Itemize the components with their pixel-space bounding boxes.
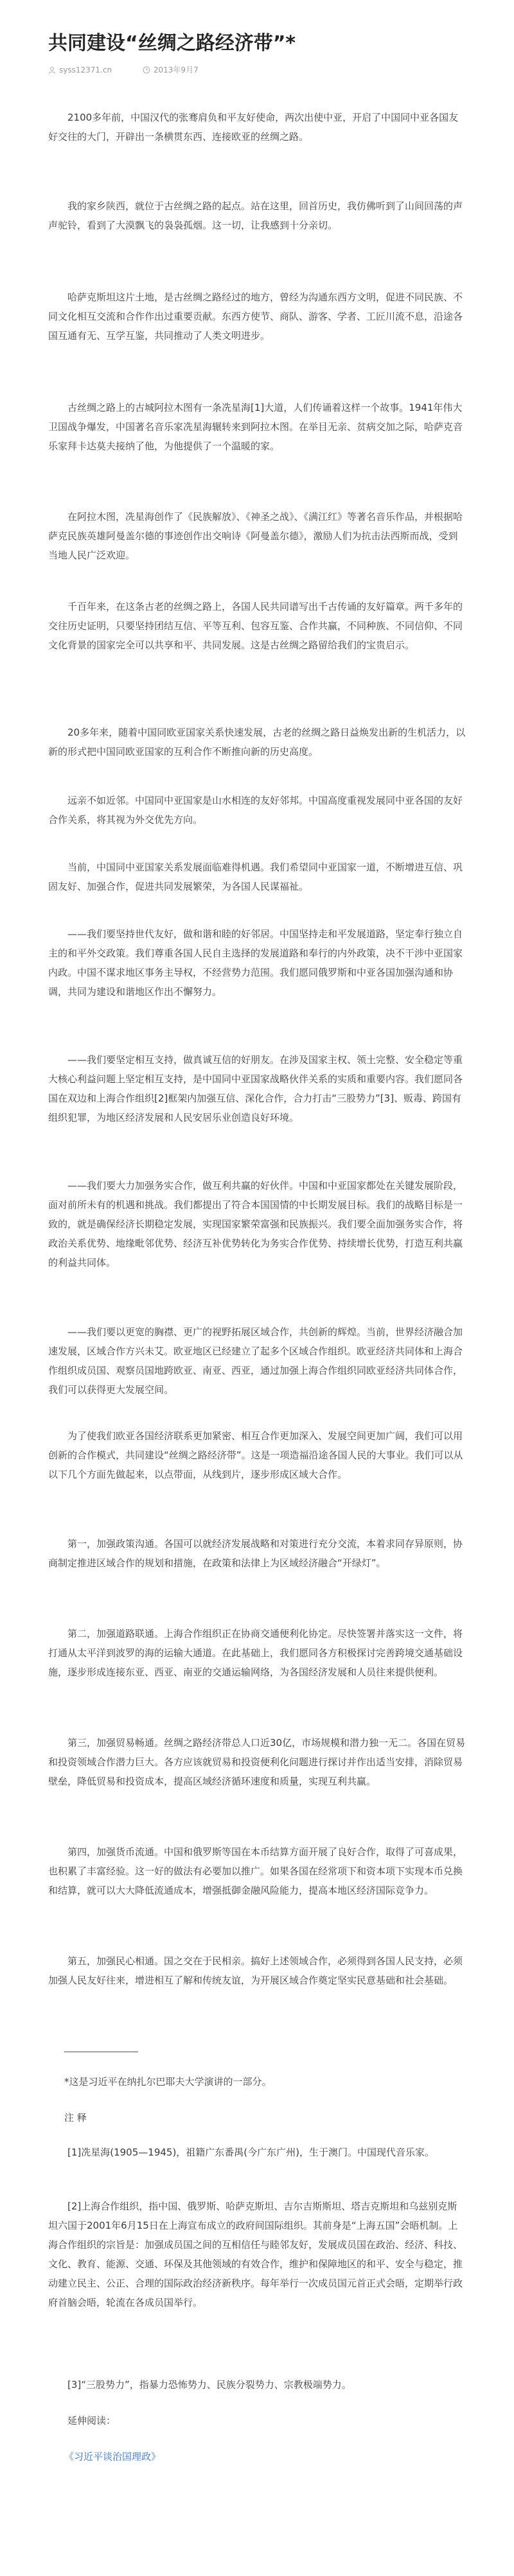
extended-reading-link[interactable]: 《习近平谈治国理政》 xyxy=(64,2451,161,2462)
footnote-intro: *这是习近平在纳扎尔巴耶夫大学演讲的一部分。 xyxy=(64,2076,272,2088)
paragraph: 第二，加强道路联通。上海合作组织正在协商交通便利化协定。尽快签署并落实这一文件，将打通从太平洋到波罗的海的运输大通道。在此基础上，我们愿同各方积极探讨完善跨境交通基础设施，逐步形成连接东亚、西亚、南亚的交通运输网络，为各国经济发展和人员往来提供便利。 xyxy=(48,1628,463,1678)
paragraph: 千百年来，在这条古老的丝绸之路上，各国人民共同谱写出千古传诵的友好篇章。两千多年的交往历史证明，只要坚持团结互信、平等互利、包容互鉴、合作共赢，不同种族、不同信仰、不同文化背景的国家完全可以共享和平、共同发展。这是古丝绸之路留给我们的宝贵启示。 xyxy=(48,601,463,651)
extended-reading-item xyxy=(64,2447,463,2466)
paragraph: 远亲不如近邻。中国同中亚国家是山水相连的友好邻邦。中国高度重视发展同中亚各国的友好合作关系，将其视为外交优先方向。 xyxy=(48,795,463,826)
paragraph: 第一，加强政策沟通。各国可以就经济发展战略和对策进行充分交流，本着求同存异原则，协商制定推进区域合作的规划和措施，在政策和法律上为区域经济融合“开绿灯”。 xyxy=(48,1538,463,1569)
paragraph: 20多年来，随着中国同欧亚国家关系快速发展，古老的丝绸之路日益焕发出新的生机活力，以新的形式把中国同欧亚国家的互利合作不断推向新的历史高度。 xyxy=(48,727,466,757)
extended-reading-label: 延伸阅读： xyxy=(67,2415,116,2426)
article-title: 共同建设“丝绸之路经济带”* xyxy=(48,32,296,55)
notes-heading: 注 释 xyxy=(64,2112,87,2123)
note-item: [3]“三股势力”，指暴力恐怖势力、民族分裂势力、宗教极端势力。 xyxy=(67,2379,351,2390)
paragraph: ——我们要大力加强务实合作，做互利共赢的好伙伴。中国和中亚国家都处在关键发展阶段，面对前所未有的机遇和挑战。我们都提出了符合本国国情的中长期发展目标。我们的战略目标是一致的，就是确保经济长期稳定发展，实现国家繁荣富强和民族振兴。我们要全面加强务实合作，将政治关系优势、地缘毗邻优势、经济互补优势转化为务实合作优势、持续增长优势，打造互利共赢的利益共同体。 xyxy=(48,1180,463,1268)
paragraph: ——我们要坚定相互支持，做真诚互信的好朋友。在涉及国家主权、领土完整、安全稳定等重大核心利益问题上坚定相互支持，是中国同中亚国家战略伙伴关系的实质和重要内容。我们愿同各国在双边和上海合作组织[2]框架内加强互信、深化合作，合力打击“三股势力”[3]、贩毒、跨国有组织犯罪，为地区经济发展和人民安居乐业创造良好环境。 xyxy=(48,1054,463,1123)
article-date: 2013年9月7 xyxy=(153,65,199,74)
paragraph: 第三，加强贸易畅通。丝绸之路经济带总人口近30亿，市场规模和潜力独一无二。各国在贸易和投资领域合作潜力巨大。各方应该就贸易和投资便利化问题进行探讨并作出适当安排，消除贸易壁垒，降低贸易和投资成本，提高区域经济循环速度和质量，实现互利共赢。 xyxy=(48,1737,466,1787)
paragraph: 第四，加强货币流通。中国和俄罗斯等国在本币结算方面开展了良好合作，取得了可喜成果，也积累了丰富经验。这一好的做法有必要加以推广。如果各国在经常项下和资本项下实现本币兑换和结算，就可以大大降低流通成本，增强抵御金融风险能力，提高本地区经济国际竞争力。 xyxy=(48,1846,463,1896)
paragraph: ——我们要坚持世代友好，做和谐和睦的好邻居。中国坚持走和平发展道路，坚定奉行独立自主的和平外交政策。我们尊重各国人民自主选择的发展道路和奉行的内外政策，决不干涉中亚国家内政。中国不谋求地区事务主导权，不经营势力范围。我们愿同俄罗斯和中亚各国加强沟通和协调，共同为建设和谐地区作出不懈努力。 xyxy=(48,928,463,998)
note-item: [2]上海合作组织，指中国、俄罗斯、哈萨克斯坦、吉尔吉斯斯坦、塔吉克斯坦和乌兹别克斯坦六国于2001年6月15日在上海宣布成立的政府间国际组织。其前身是“上海五国”会晤机制。上海合作组织的宗旨是：加强成员国之间的互相信任与睦邻友好，发展成员国在政治、经济、科技、文化、教育、能源、交通、环保及其他领域的有效合作，维护和保障地区的和平、安全与稳定，推动建立民主、公正、合理的国际政治经济新秩序。每年举行一次成员国元首正式会晤，定期举行政府首脑会晤，轮流在各成员国举行。 xyxy=(48,2200,463,2308)
paragraph: 当前，中国同中亚国家关系发展面临难得机遇。我们希望同中亚国家一道，不断增进互信、巩固友好、加强合作，促进共同发展繁荣，为各国人民谋福祉。 xyxy=(48,861,463,892)
paragraph: 我的家乡陕西，就位于古丝绸之路的起点。站在这里，回首历史，我仿佛听到了山间回荡的声声驼铃，看到了大漠飘飞的袅袅孤烟。这一切，让我感到十分亲切。 xyxy=(48,200,463,231)
article-source: syss12371.cn xyxy=(59,65,112,74)
article-meta xyxy=(48,64,227,75)
paragraph: 哈萨克斯坦这片土地，是古丝绸之路经过的地方，曾经为沟通东西方文明，促进不同民族、不同文化相互交流和合作作出过重要贡献。东西方使节、商队、游客、学者、工匠川流不息，沿途各国互通有无、互学互鉴，共同推动了人类文明进步。 xyxy=(48,291,463,341)
user-icon xyxy=(48,66,56,74)
paragraph: ——我们要以更宽的胸襟、更广的视野拓展区域合作，共创新的辉煌。当前，世界经济融合加速发展，区域合作方兴未艾。欧亚地区已经建立了起多个区域合作组织。欧亚经济共同体和上海合作组织成员国、观察员国地跨欧亚、南亚、西亚，通过加强上海合作组织同欧亚经济共同体合作，我们可以获得更大发展空间。 xyxy=(48,1326,463,1396)
paragraph: 第五，加强民心相通。国之交在于民相亲。搞好上述领域合作，必须得到各国人民支持，必须加强人民友好往来，增进相互了解和传统友谊，为开展区域合作奠定坚实民意基础和社会基础。 xyxy=(48,1955,463,1986)
note-item: [1]冼星海(1905—1945)，祖籍广东番禺(今广东广州)，生于澳门。中国现代音乐家。 xyxy=(67,2147,435,2158)
date-info xyxy=(143,65,213,74)
paragraph: 古丝绸之路上的古城阿拉木图有一条冼星海[1]大道，人们传诵着这样一个故事。1941年伟大卫国战争爆发，中国著名音乐家冼星海辗转来到阿拉木图。在举目无亲、贫病交加之际，哈萨克音乐家拜卡达莫夫接纳了他，为他提供了一个温暖的家。 xyxy=(48,402,463,452)
source-info xyxy=(48,65,128,74)
clock-icon xyxy=(143,66,150,74)
paragraph: 在阿拉木图，冼星海创作了《民族解放》、《神圣之战》、《满江红》等著名音乐作品，并根据哈萨克民族英雄阿曼盖尔德的事迹创作出交响诗《阿曼盖尔德》，激励人们为抗击法西斯而战，受到当地人民广泛欢迎。 xyxy=(48,511,463,561)
paragraph: 为了使我们欧亚各国经济联系更加紧密、相互合作更加深入、发展空间更加广阔，我们可以用创新的合作模式，共同建设“丝绸之路经济带”。这是一项造福沿途各国人民的大事业。我们可以从以下几个方面先做起来，以点带面，从线到片，逐步形成区域大合作。 xyxy=(48,1430,463,1480)
paragraph: 2100多年前，中国汉代的张骞肩负和平友好使命，两次出使中亚，开启了中国同中亚各国友好交往的大门，开辟出一条横贯东西、连接欧亚的丝绸之路。 xyxy=(48,112,459,143)
